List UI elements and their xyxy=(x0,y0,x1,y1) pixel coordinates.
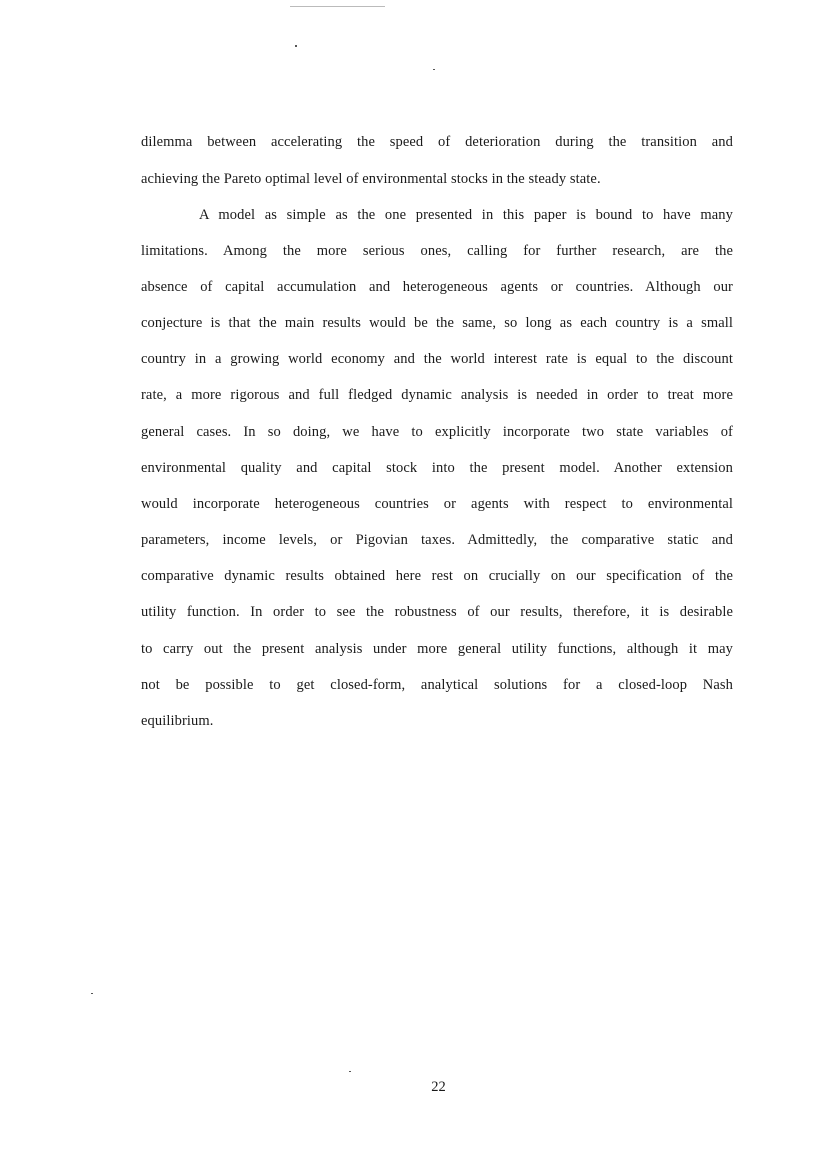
scan-artifact xyxy=(433,69,435,70)
text-line: achieving the Pareto optimal level of environmental stocks in the steady state. xyxy=(141,171,601,187)
text-line: environmental quality and capital stock into the present model. Another extension xyxy=(141,460,733,476)
text-line: general cases. In so doing, we have to explicitly incorporate two state variables of xyxy=(141,424,733,440)
text-line: A model as simple as the one presented in this paper is bound to have many xyxy=(199,207,733,223)
text-line: parameters, income levels, or Pigovian taxes. Admittedly, the comparative static and xyxy=(141,532,733,548)
text-line: would incorporate heterogeneous countries or agents with respect to environmental xyxy=(141,496,733,512)
text-line: rate, a more rigorous and full fledged dynamic analysis is needed in order to treat more xyxy=(141,387,733,403)
text-line: utility function. In order to see the robustness of our results, therefore, it is desirable xyxy=(141,604,733,620)
text-line: limitations. Among the more serious ones, calling for further research, are the xyxy=(141,243,733,259)
text-line: dilemma between accelerating the speed of deterioration during the transition and xyxy=(141,134,733,150)
text-line: comparative dynamic results obtained here rest on crucially on our specification of the xyxy=(141,568,733,584)
text-line: absence of capital accumulation and heterogeneous agents or countries. Although our xyxy=(141,279,733,295)
scan-artifact xyxy=(91,993,93,994)
text-line: equilibrium. xyxy=(141,713,214,729)
scan-artifact xyxy=(290,6,385,7)
text-line: conjecture is that the main results would be the same, so long as each country is a small xyxy=(141,315,733,331)
scan-artifact xyxy=(349,1071,351,1072)
scan-artifact xyxy=(295,45,297,47)
page-number: 22 xyxy=(431,1079,446,1095)
text-line: to carry out the present analysis under more general utility functions, although it may xyxy=(141,641,733,657)
text-line: country in a growing world economy and the world interest rate is equal to the discount xyxy=(141,351,733,367)
text-line: not be possible to get closed-form, analytical solutions for a closed-loop Nash xyxy=(141,677,733,693)
